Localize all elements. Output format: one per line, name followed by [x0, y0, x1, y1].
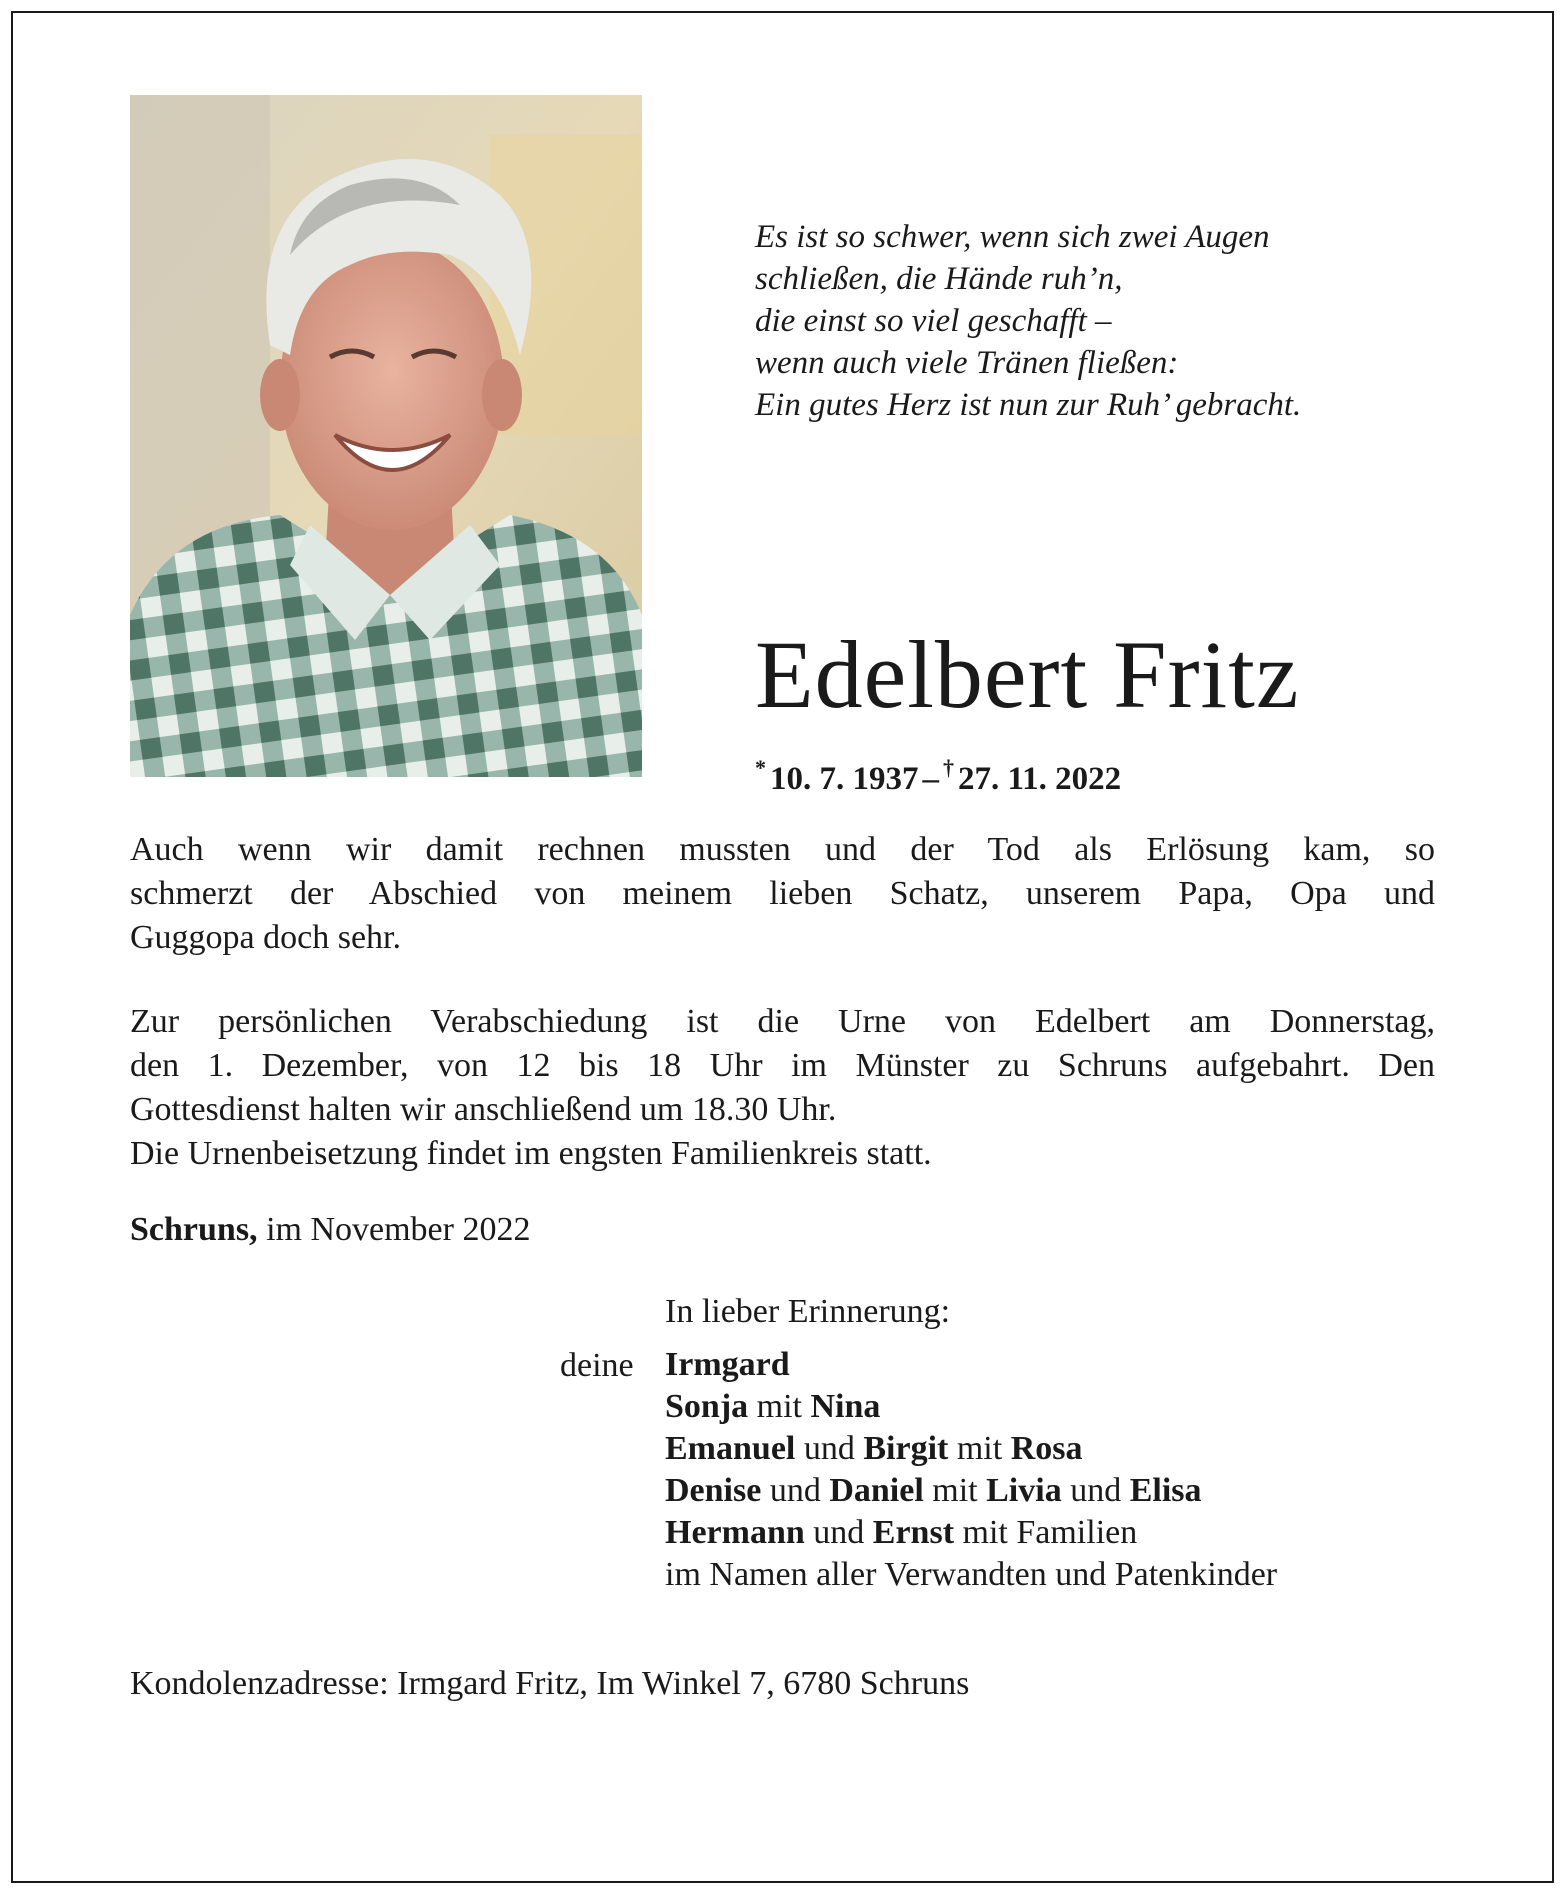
announcement-paragraph	[130, 828, 1435, 960]
mourner-name: Denise	[665, 1472, 762, 1509]
poem-line: Es ist so schwer, wenn sich zwei Augen	[755, 219, 1270, 255]
memory-heading: In lieber Erinnerung:	[665, 1293, 951, 1330]
mourner-line: Denise und Daniel mit Livia und Elisa	[665, 1472, 1202, 1509]
mourners-list	[665, 1344, 1277, 1596]
birth-symbol: *	[755, 755, 766, 780]
condolence-address: Kondolenzadresse: Irmgard Fritz, Im Winkel 7, 6780 Schruns	[130, 1665, 970, 1702]
poem	[755, 216, 1475, 426]
poem-line: Ein gutes Herz ist nun zur Ruh’ gebracht.	[755, 387, 1302, 423]
mourner-line: Emanuel und Birgit mit Rosa	[665, 1430, 1083, 1467]
date: im November 2022	[266, 1211, 531, 1248]
paragraph-line: Die Urnenbeisetzung findet im engsten Familienkreis statt.	[130, 1135, 932, 1172]
mourner-name: Livia	[986, 1472, 1062, 1509]
paragraph-line: Guggopa doch sehr.	[130, 919, 402, 956]
date-separator: –	[922, 761, 939, 797]
paragraph-line: Zur persönlichen Verabschiedung ist die Urne von Edelbert am Donnerstag,	[130, 1003, 1435, 1040]
mourner-name: Daniel	[829, 1472, 924, 1509]
mourner-name: Ernst	[872, 1514, 955, 1551]
mourner-name: Irmgard	[665, 1346, 790, 1383]
mourner-name: Elisa	[1129, 1472, 1202, 1509]
place-date	[130, 1208, 530, 1252]
mourner-name: Sonja	[665, 1388, 749, 1425]
poem-line: die einst so viel geschafft –	[755, 303, 1112, 339]
paragraph-line: Auch wenn wir damit rechnen mussten und der Tod als Erlösung kam, so	[130, 831, 1435, 868]
paragraph-line: schmerzt der Abschied von meinem lieben Schatz, unserem Papa, Opa und	[130, 875, 1435, 912]
paragraph-line: den 1. Dezember, von 12 bis 18 Uhr im Münster zu Schruns aufgebahrt. Den	[130, 1047, 1435, 1084]
mourner-line	[665, 1344, 1277, 1386]
poem-line: wenn auch viele Tränen fließen:	[755, 345, 1179, 381]
mourner-name: Rosa	[1010, 1430, 1083, 1467]
mourner-name: Nina	[810, 1388, 881, 1425]
deceased-name: Edelbert Fritz	[755, 621, 1300, 728]
birth-date: 10. 7. 1937	[770, 761, 919, 797]
mourner-name: Emanuel	[665, 1430, 796, 1467]
funeral-details-paragraph	[130, 1000, 1435, 1176]
memory-prefix: deine	[560, 1347, 634, 1384]
mourner-name: Birgit	[863, 1430, 949, 1467]
mourner-name: Hermann	[665, 1514, 805, 1551]
mourner-line: Hermann und Ernst mit Familien	[665, 1514, 1138, 1551]
place: Schruns,	[130, 1211, 258, 1248]
life-dates	[755, 748, 1121, 799]
death-symbol: †	[943, 755, 954, 780]
mourner-line: Sonja mit Nina	[665, 1388, 881, 1425]
mourner-line: im Namen aller Verwandten und Patenkinder	[665, 1556, 1278, 1593]
death-date: 27. 11. 2022	[958, 761, 1122, 797]
poem-line: schließen, die Hände ruh’n,	[755, 261, 1123, 297]
paragraph-line: Gottesdienst halten wir anschließend um 18.30 Uhr.	[130, 1091, 837, 1128]
portrait-photo	[130, 95, 642, 777]
